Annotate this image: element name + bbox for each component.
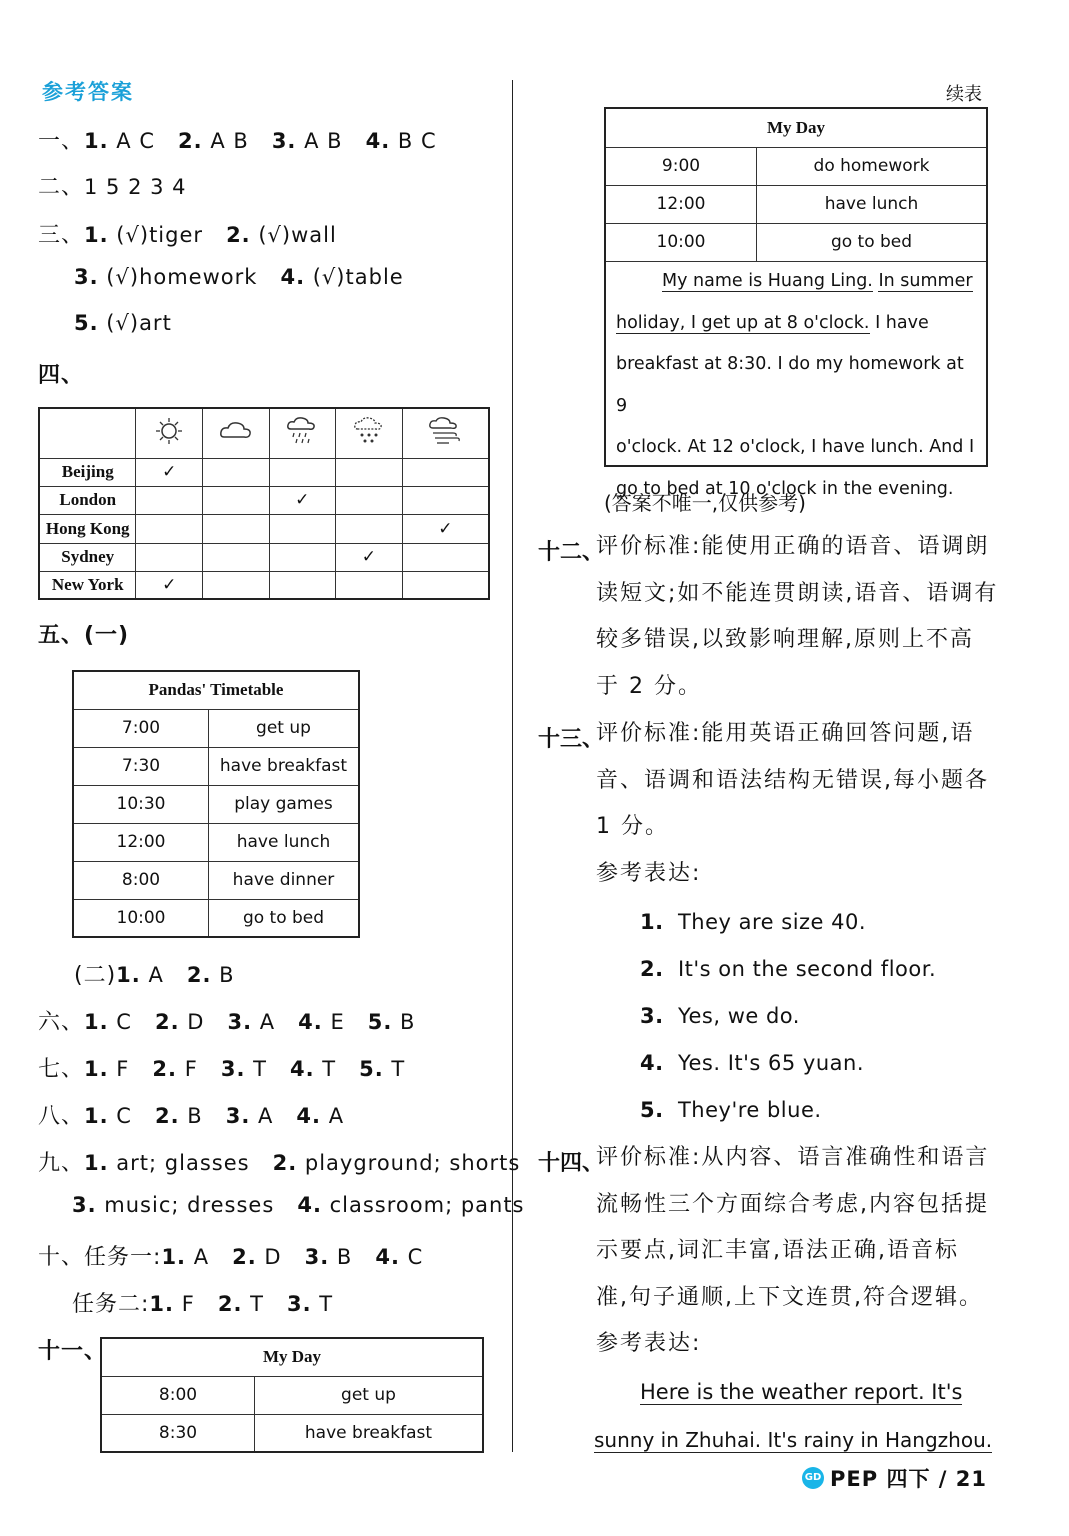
weather-row-sydney: [39, 543, 489, 571]
q12-label: 十二、: [538, 540, 605, 565]
timetable-row: 12:00 have lunch: [73, 823, 359, 861]
empty-cell: [269, 458, 336, 486]
empty-cell: [269, 571, 336, 599]
check-mark-icon: ✓: [402, 514, 489, 543]
q13-answers: 1. They are size 40. 2. It's on the second floor. 3. Yes, we do. 4. Yes. It's 65 yuan. 5. They're blue.: [640, 910, 937, 1122]
my-day-row: 10:00 go to bed: [606, 223, 986, 261]
my-day-continued: [604, 107, 988, 499]
timetable-row: 7:00 get up: [73, 709, 359, 747]
empty-cell: [202, 458, 269, 486]
column-divider: [512, 80, 513, 1452]
q14-text: 评价标准:从内容、语言准确性和语言 流畅性三个方面综合考虑,内容包括提 示要点,词汇丰富,语法正确,语音标 准,句子通顺,上下文连贯,符合逻辑。 参考表达:: [596, 1135, 989, 1368]
windy-icon: [402, 408, 489, 458]
q2-line: 二、1 5 2 3 4: [38, 175, 187, 200]
q1-line: 一、1. A C 2. A B 3. A B 4. B C: [38, 129, 437, 154]
city-name: Beijing: [39, 458, 136, 486]
check-mark-icon: ✓: [269, 486, 336, 514]
q6-line: 六、1. C 2. D 3. A 4. E 5. B: [38, 1010, 416, 1035]
page-title: 参考答案: [42, 80, 134, 104]
my-day-row: 9:00 do homework: [606, 147, 986, 185]
q5-part2-line: (二)1. A 2. B: [74, 963, 235, 988]
q12-text: 评价标准:能使用正确的语音、语调朗 读短文;如不能连贯朗读,语音、语调有 较多错误,以致影响理解,原则上不高 于 2 分。: [596, 534, 999, 699]
weather-row-hong-kong: [39, 514, 489, 543]
snowy-icon: [336, 408, 403, 458]
rainy-icon: [269, 408, 336, 458]
empty-cell: [136, 543, 203, 571]
empty-cell: [269, 543, 336, 571]
my-day-essay: My name is Huang Ling. In summer holiday, I get up at 8 o'clock. I have breakfast at 8:30. I do my homework at 9 o'clock. At 12 o'clock, I have lunch. And I go to bed at 10 o'clock in the evening.: [616, 271, 975, 499]
city-name: New York: [39, 571, 136, 599]
my-day-row: 12:00 have lunch: [606, 185, 986, 223]
timetable-row: 8:00 have dinner: [73, 861, 359, 899]
sunny-icon: [136, 408, 203, 458]
empty-cell: [336, 458, 403, 486]
q13-label: 十三、: [538, 727, 605, 752]
my-day-title-2: My Day: [606, 109, 986, 147]
empty-cell: [336, 486, 403, 514]
q3-line-2: 3. (√)homework 4. (√)table: [74, 265, 404, 289]
grade-badge-icon: GD: [802, 1467, 824, 1489]
check-mark-icon: ✓: [136, 458, 203, 486]
timetable-row: 7:30 have breakfast: [73, 747, 359, 785]
weather-row-beijing: [39, 458, 489, 486]
empty-cell: [402, 543, 489, 571]
my-day-row: 8:30 have breakfast: [101, 1414, 483, 1452]
corner-cell: [39, 408, 136, 458]
empty-cell: [336, 514, 403, 543]
q11-note: (答案不唯一,仅供参考): [604, 491, 806, 515]
check-mark-icon: ✓: [336, 543, 403, 571]
my-day-table-part1: [100, 1337, 484, 1453]
page-number: PEP 四下 / 21: [830, 1467, 987, 1491]
pandas-timetable: [72, 670, 360, 938]
my-day-title: My Day: [101, 1338, 483, 1376]
empty-cell: [202, 571, 269, 599]
empty-cell: [402, 571, 489, 599]
empty-cell: [336, 571, 403, 599]
empty-cell: [202, 514, 269, 543]
timetable-row: 10:00 go to bed: [73, 899, 359, 937]
q9-line-2: 3. music; dresses 4. classroom; pants: [72, 1193, 525, 1217]
q10-task2-line: 任务二:1. F 2. T 3. T: [72, 1292, 334, 1317]
weather-row-london: [39, 486, 489, 514]
empty-cell: [402, 458, 489, 486]
cloudy-icon: [202, 408, 269, 458]
timetable-row: 10:30 play games: [73, 785, 359, 823]
q14-label: 十四、: [538, 1151, 605, 1176]
empty-cell: [136, 486, 203, 514]
q5-label: 五、(一): [38, 623, 130, 648]
weather-table: [38, 407, 490, 600]
q13-text: 评价标准:能用英语正确回答问题,语 音、语调和语法结构无错误,每小题各 1 分。 参考表达:: [596, 711, 989, 897]
weather-row-new-york: [39, 571, 489, 599]
q3-line-3: 5. (√)art: [74, 311, 172, 335]
my-day-row: 8:00 get up: [101, 1376, 483, 1414]
q3-line-1: 三、1. (√)tiger 2. (√)wall: [38, 223, 337, 248]
q7-line: 七、1. F 2. F 3. T 4. T 5. T: [38, 1057, 406, 1082]
q4-label: 四、: [38, 363, 85, 388]
empty-cell: [402, 486, 489, 514]
q11-label: 十一、: [38, 1339, 108, 1364]
city-name: Hong Kong: [39, 514, 136, 543]
empty-cell: [202, 486, 269, 514]
empty-cell: [202, 543, 269, 571]
q14-essay-line-2: sunny in Zhuhai. It's rainy in Hangzhou.: [594, 1428, 993, 1452]
q10-task1-line: 十、任务一:1. A 2. D 3. B 4. C: [38, 1245, 424, 1270]
timetable-title: Pandas' Timetable: [73, 671, 359, 709]
check-mark-icon: ✓: [136, 571, 203, 599]
q14-essay-line-1: Here is the weather report. It's: [640, 1380, 963, 1404]
empty-cell: [269, 514, 336, 543]
city-name: Sydney: [39, 543, 136, 571]
my-day-table-part2: [606, 109, 986, 262]
q8-line: 八、1. C 2. B 3. A 4. A: [38, 1104, 345, 1129]
footer: [802, 1463, 987, 1493]
city-name: London: [39, 486, 136, 514]
q9-line-1: 九、1. art; glasses 2. playground; shorts: [38, 1151, 521, 1176]
q14-ref-label: 参考表达:: [596, 1331, 702, 1356]
empty-cell: [136, 514, 203, 543]
continued-label: 续表: [946, 84, 982, 105]
q13-ref-label: 参考表达:: [596, 860, 702, 886]
